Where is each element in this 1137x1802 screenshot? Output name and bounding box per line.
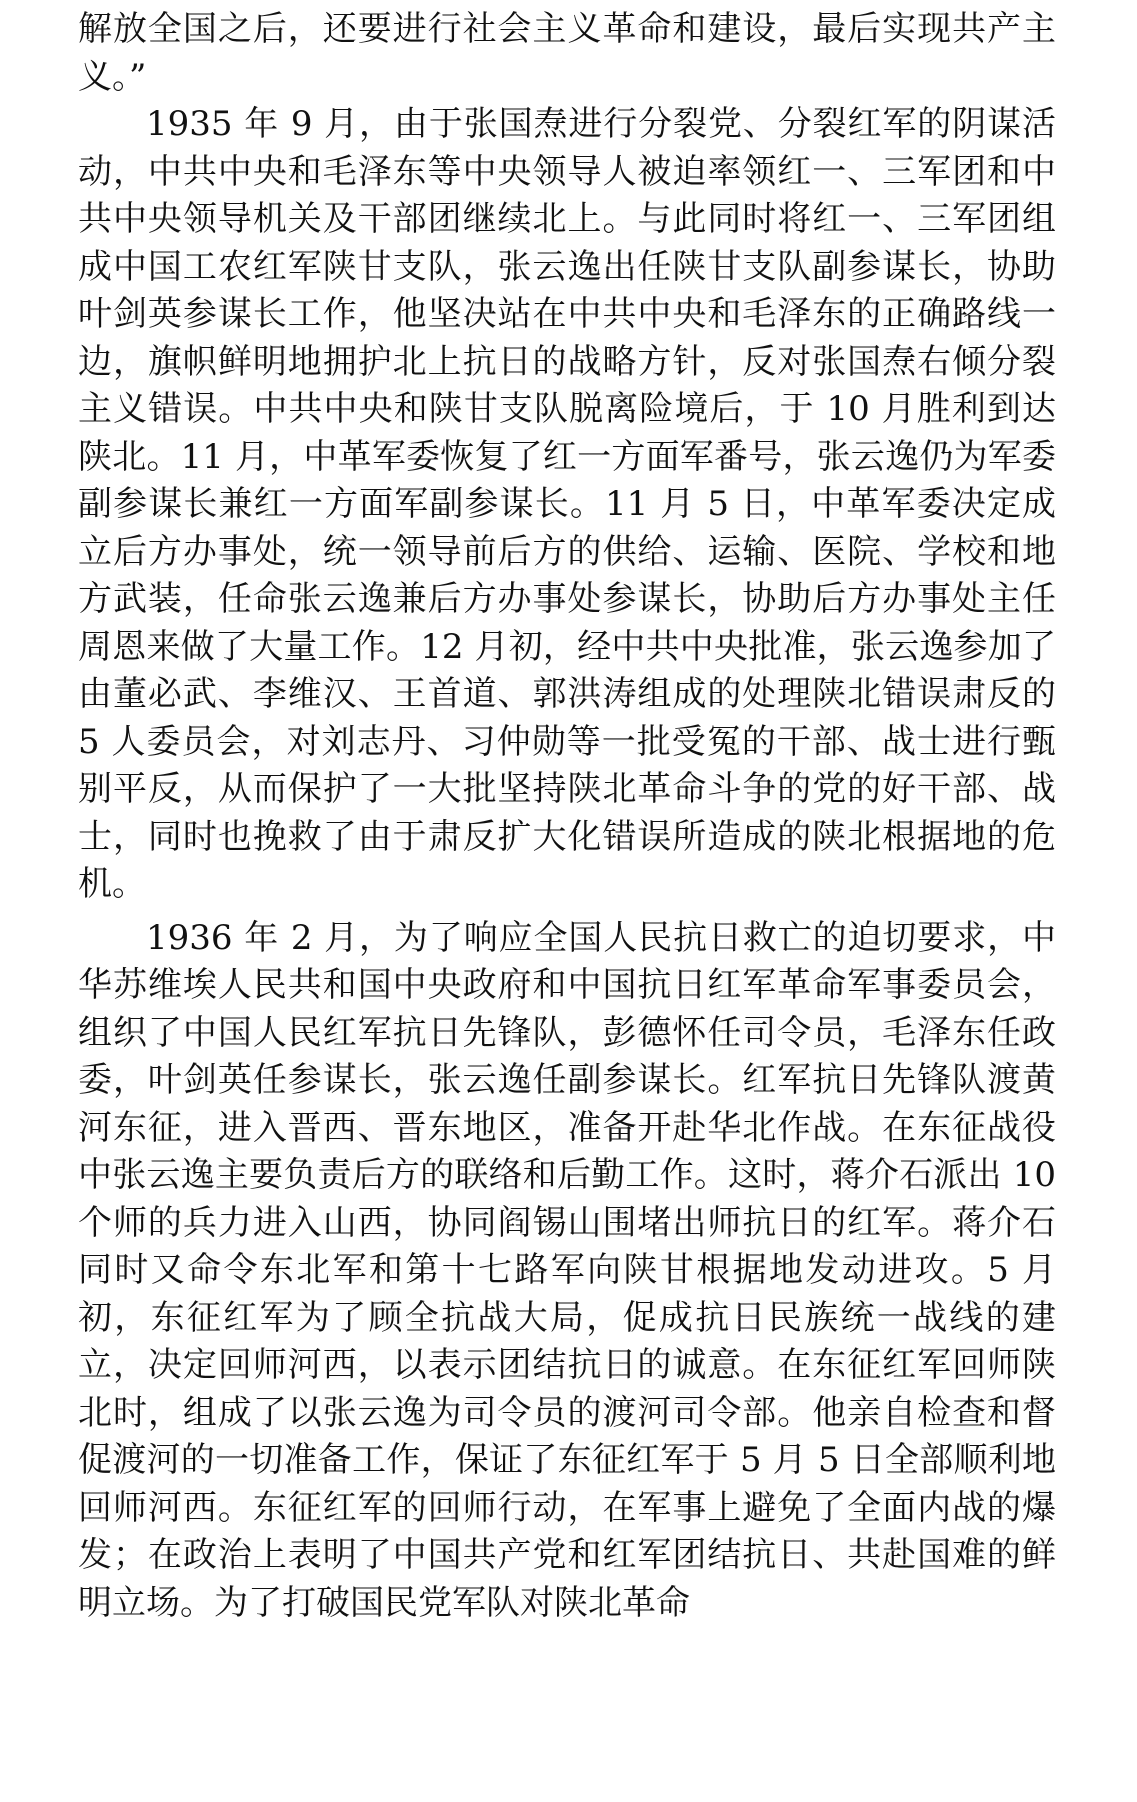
paragraph-1935: 1935 年 9 月，由于张国焘进行分裂党、分裂红军的阴谋活动，中共中央和毛泽东等中央领导人被迫率领红一、三军团和中共中央领导机关及干部团继续北上。与此同时将红一、三军团组成中国工农红军陕甘支队，张云逸出任陕甘支队副参谋长，协助叶剑英参谋长工作，他坚决站在中共中央和毛泽东的正确路线一边，旗帜鲜明地拥护北上抗日的战略方针，反对张国焘右倾分裂主义错误。中共中央和陕甘支队脱离险境后，于 10 月胜利到达陕北。11 月，中革军委恢复了红一方面军番号，张云逸仍为军委副参谋长兼红一方面军副参谋长。11 月 5 日，中革军委决定成立后方办事处，统一领导前后方的供给、运输、医院、学校和地方武装，任命张云逸兼后方办事处参谋长，协助后方办事处主任周恩来做了大量工作。12 月初，经中共中央批准，张云逸参加了由董必武、李维汉、王首道、郭洪涛组成的处理陕北错误肃反的 5 人委员会，对刘志丹、习仲勋等一批受冤的干部、战士进行甄别平反，从而保护了一大批坚持陕北革命斗争的党的好干部、战士，同时也挽救了由于肃反扩大化错误所造成的陕北根据地的危机。	[78, 104, 1056, 904]
paragraph-1936: 1936 年 2 月，为了响应全国人民抗日救亡的迫切要求，中华苏维埃人民共和国中央政府和中国抗日红军革命军事委员会，组织了中国人民红军抗日先锋队，彭德怀任司令员，毛泽东任政委，叶剑英任参谋长，张云逸任副参谋长。红军抗日先锋队渡黄河东征，进入晋西、晋东地区，准备开赴华北作战。在东征战役中张云逸主要负责后方的联络和后勤工作。这时，蒋介石派出 10 个师的兵力进入山西，协同阎锡山围堵出师抗日的红军。蒋介石同时又命令东北军和第十七路军向陕甘根据地发动进攻。5 月初，东征红军为了顾全抗战大局，促成抗日民族统一战线的建立，决定回师河西，以表示团结抗日的诚意。在东征红军回师陕北时，组成了以张云逸为司令员的渡河司令部。他亲自检查和督促渡河的一切准备工作，保证了东征红军于 5 月 5 日全部顺利地回师河西。东征红军的回师行动，在军事上避免了全面内战的爆发；在政治上表明了中国共产党和红军团结抗日、共赴国难的鲜明立场。为了打破国民党军队对陕北革命	[78, 917, 1056, 1623]
paragraph-continuation: 解放全国之后，还要进行社会主义革命和建设，最后实现共产主义。”	[78, 9, 1056, 97]
document-page	[78, 6, 1056, 1627]
